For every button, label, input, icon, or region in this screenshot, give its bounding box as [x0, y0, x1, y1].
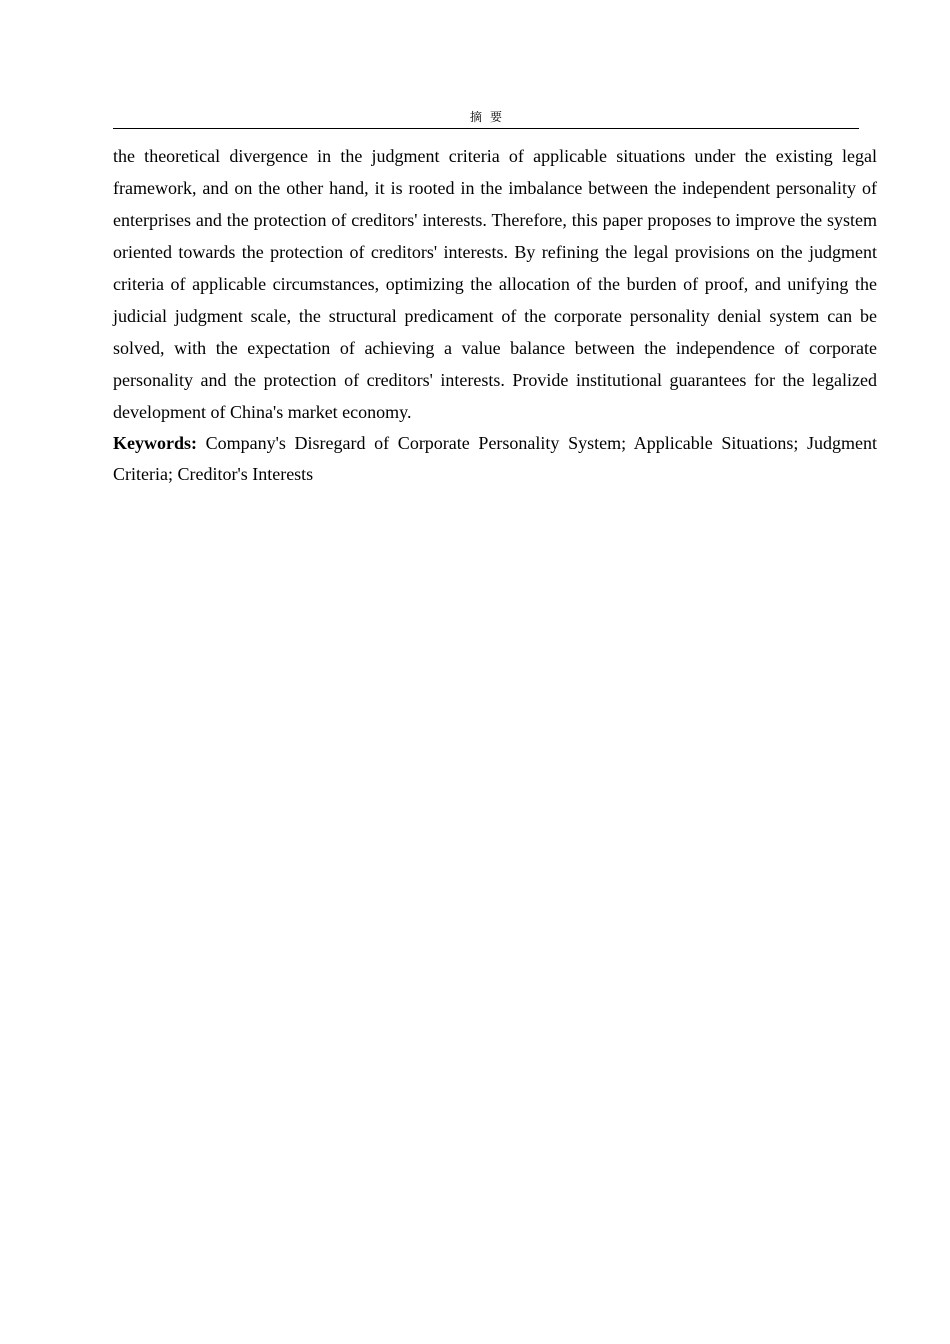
abstract-paragraph: the theoretical divergence in the judgment criteria of applicable situations under the existing legal framework, and on the other hand, it is rooted in the imbalance between the independent personality of enterprises and the protection of creditors' interests. Therefore, this paper proposes to improve the system oriented towards the protection of creditors' interests. By refining the legal provisions on the judgment criteria of applicable circumstances, optimizing the allocation of the burden of proof, and unifying the judicial judgment scale, the structural predicament of the corporate personality denial system can be solved, with the expectation of achieving a value balance between the independence of corporate personality and the protection of creditors' interests. Provide institutional guarantees for the legalized development of China's market economy. [113, 146, 877, 422]
running-header [113, 108, 859, 129]
keywords-label: Keywords: [113, 433, 197, 453]
keywords-text: Company's Disregard of Corporate Personality System; Applicable Situations; Judgment Criteria; Creditor's Interests [113, 433, 878, 484]
keywords-line [113, 428, 877, 490]
running-header-title: 摘要 [469, 110, 510, 124]
abstract-body [113, 140, 877, 428]
